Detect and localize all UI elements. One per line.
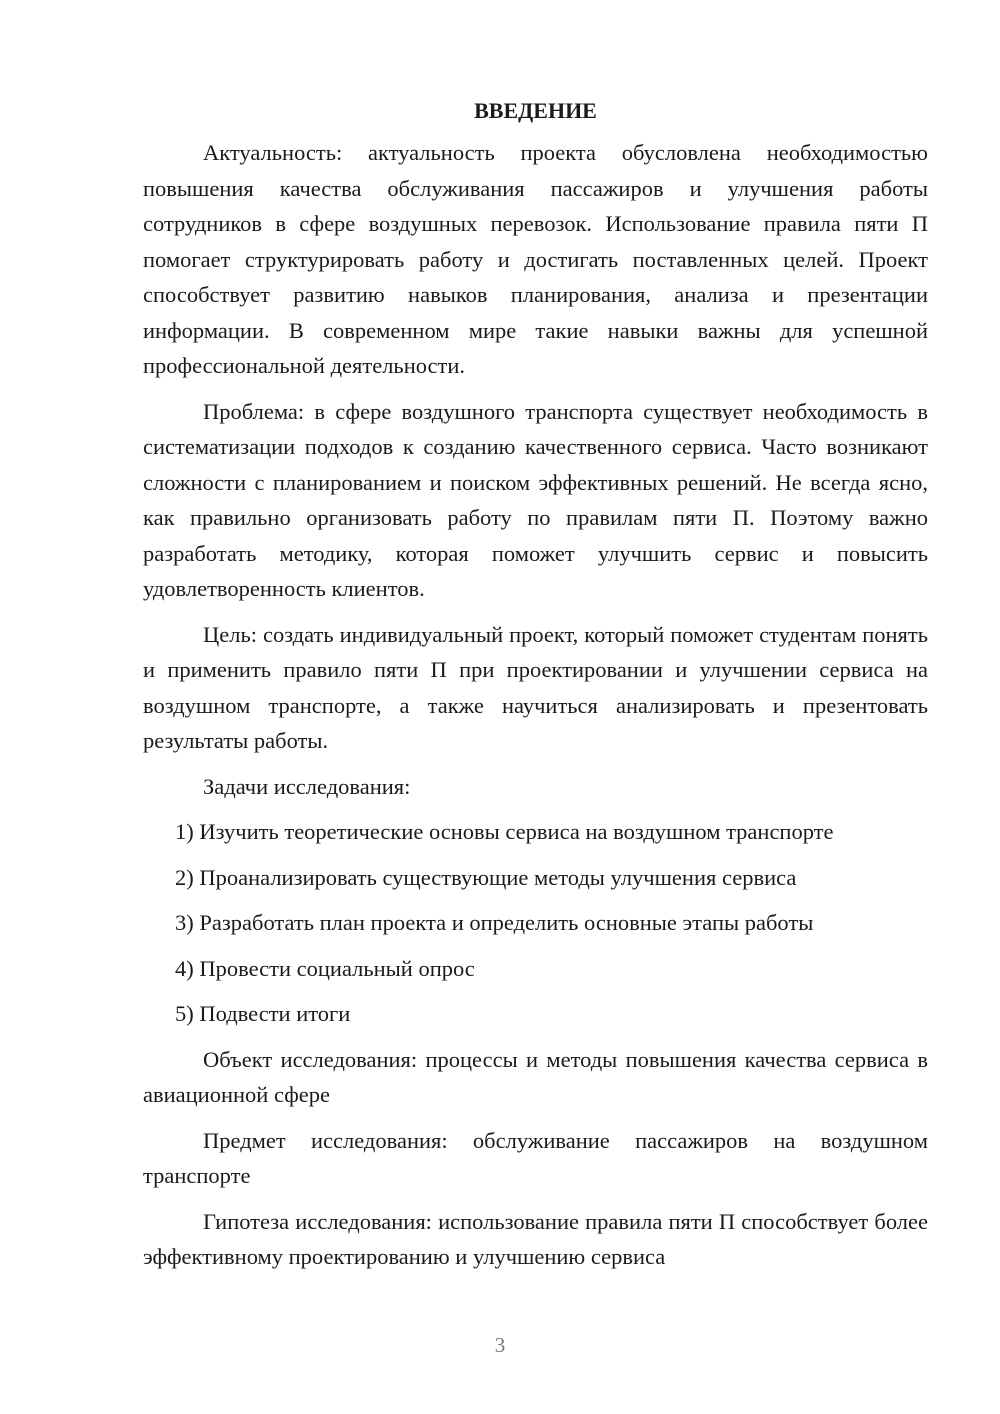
- hypothesis-paragraph: Гипотеза исследования: использование правила пяти П способствует более эффективному проектированию и улучшению сервиса: [143, 1208, 928, 1269]
- subject-paragraph: Предмет исследования: обслуживание пассажиров на воздушном транспорте: [143, 1127, 928, 1188]
- task-item: 1) Изучить теоретические основы сервиса на воздушном транспорте: [175, 819, 834, 844]
- page-number: 3: [494, 1333, 506, 1357]
- section-title: ВВЕДЕНИЕ: [474, 98, 597, 123]
- problem-paragraph: Проблема: в сфере воздушного транспорта существует необходимость в систематизации подходов к созданию качественного сервиса. Часто возникают сложности с планированием и поиском эффективных решений. Не всегда ясно, как правильно организовать работу по правилам пяти П. Поэтому важно разработать методику, которая поможет улучшить сервис и повысить удовлетворенность клиентов.: [143, 398, 928, 601]
- object-paragraph: Объект исследования: процессы и методы повышения качества сервиса в авиационной сфере: [143, 1046, 928, 1107]
- tasks-list: [143, 814, 928, 1032]
- task-item: 4) Провести социальный опрос: [175, 955, 475, 981]
- tasks-heading: Задачи исследования:: [203, 773, 411, 799]
- page-content: [143, 96, 928, 1285]
- task-item: 3) Разработать план проекта и определить основные этапы работы: [175, 910, 814, 935]
- goal-paragraph: Цель: создать индивидуальный проект, который поможет студентам понять и применить правило пяти П при проектировании и улучшении сервиса на воздушном транспорте, а также научиться анализировать и презентовать результаты работы.: [143, 621, 928, 753]
- relevance-paragraph: Актуальность: актуальность проекта обусловлена необходимостью повышения качества обслуживания пассажиров и улучшения работы сотрудников в сфере воздушных перевозок. Использование правила пяти П помогает структурировать работу и достигать поставленных целей. Проект способствует развитию навыков планирования, анализа и презентации информации. В современном мире такие навыки важны для успешной профессиональной деятельности.: [143, 140, 928, 378]
- task-item: 5) Подвести итоги: [175, 1001, 351, 1026]
- task-item: 2) Проанализировать существующие методы улучшения сервиса: [175, 864, 797, 890]
